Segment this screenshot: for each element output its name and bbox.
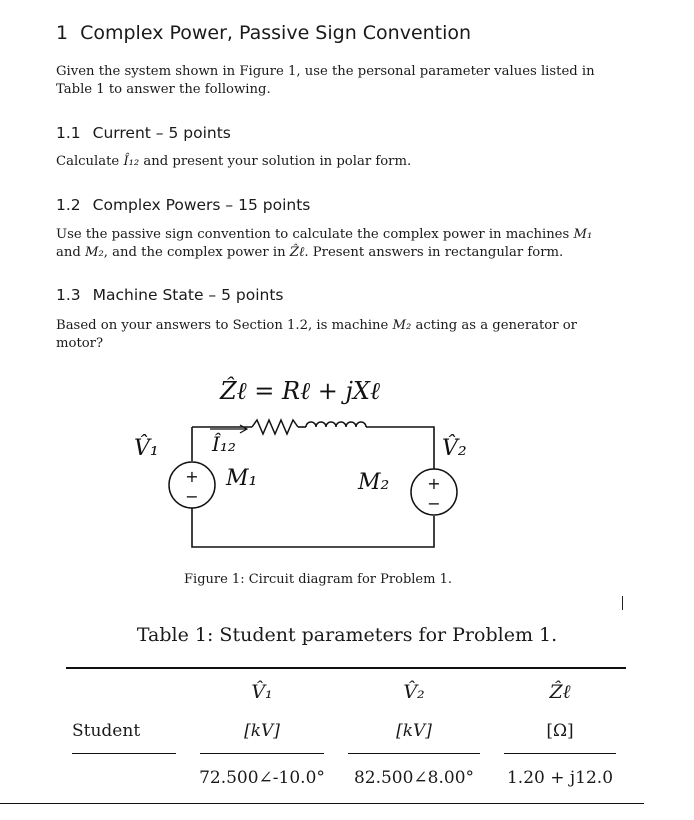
header-student: Student bbox=[72, 721, 141, 741]
section-heading bbox=[56, 22, 471, 44]
figure-caption: Figure 1: Circuit diagram for Problem 1. bbox=[184, 572, 452, 587]
column-rule bbox=[200, 753, 324, 754]
header-v1-unit: [kV] bbox=[244, 721, 280, 741]
text-cursor bbox=[622, 596, 623, 610]
plus-sign: + bbox=[185, 467, 199, 486]
subsection-title: Machine State – 5 points bbox=[92, 286, 284, 304]
m1-label: M₁ bbox=[226, 466, 258, 491]
current-paragraph bbox=[56, 153, 596, 171]
m2-label: M₂ bbox=[358, 470, 390, 495]
text: . Present answers in rectangular form. bbox=[304, 245, 564, 260]
machine-m2-symbol: M₂ bbox=[85, 245, 104, 260]
cell-v1: 72.500∠-10.0° bbox=[199, 768, 325, 788]
subsection-number: 1.2 bbox=[56, 196, 81, 214]
header-z-symbol: Ẑℓ bbox=[549, 681, 571, 703]
header-v1-symbol: V̂₁ bbox=[251, 681, 273, 703]
current-symbol: Î₁₂ bbox=[123, 154, 140, 169]
text: Calculate bbox=[56, 154, 124, 169]
minus-sign: − bbox=[427, 494, 441, 513]
text: acting as a generator or motor? bbox=[56, 318, 577, 351]
section-title: Complex Power, Passive Sign Convention bbox=[80, 22, 472, 44]
text: and bbox=[56, 245, 85, 260]
header-z-unit: [Ω] bbox=[546, 721, 574, 741]
v1-label: V̂₁ bbox=[134, 436, 159, 461]
page-bottom-rule bbox=[0, 803, 644, 804]
text: Use the passive sign convention to calculate the complex power in machines bbox=[56, 227, 574, 242]
header-v2-unit: [kV] bbox=[396, 721, 432, 741]
subsection-heading-current bbox=[56, 124, 231, 142]
column-rule bbox=[72, 753, 176, 754]
column-rule bbox=[504, 753, 616, 754]
header-v2-symbol: V̂₂ bbox=[403, 681, 425, 703]
column-rule bbox=[348, 753, 480, 754]
text: and present your solution in polar form. bbox=[139, 154, 412, 169]
subsection-title: Complex Powers – 15 points bbox=[92, 196, 311, 214]
wire-bottom bbox=[192, 508, 434, 547]
cell-z: 1.20 + j12.0 bbox=[506, 768, 614, 788]
wire-top-right bbox=[366, 427, 434, 469]
minus-sign: − bbox=[185, 487, 199, 506]
inductor bbox=[306, 422, 366, 427]
machine-state-paragraph bbox=[56, 317, 596, 353]
text: Based on your answers to Section 1.2, is machine bbox=[56, 318, 393, 333]
text: , and the complex power in bbox=[103, 245, 290, 260]
plus-sign: + bbox=[427, 474, 441, 493]
subsection-title: Current – 5 points bbox=[92, 124, 231, 142]
section-number: 1 bbox=[56, 22, 69, 44]
circuit-diagram bbox=[130, 365, 470, 557]
i12-label: Î₁₂ bbox=[212, 432, 236, 456]
impedance-equation: Ẑℓ = Rℓ + jXℓ bbox=[220, 377, 380, 405]
v2-label: V̂₂ bbox=[442, 436, 467, 461]
table-top-rule bbox=[66, 667, 626, 669]
impedance-symbol: Ẑℓ bbox=[289, 245, 305, 260]
machine-m2-symbol: M₂ bbox=[392, 318, 412, 333]
subsection-number: 1.3 bbox=[56, 286, 81, 304]
intro-paragraph: Given the system shown in Figure 1, use the personal parameter values listed in Table 1 to answer the following. bbox=[56, 64, 595, 97]
machine-m1-symbol: M₁ bbox=[573, 227, 593, 242]
subsection-number: 1.1 bbox=[56, 124, 81, 142]
resistor bbox=[252, 420, 298, 434]
subsection-heading-powers bbox=[56, 196, 310, 214]
table-caption: Table 1: Student parameters for Problem 1. bbox=[136, 624, 558, 646]
powers-paragraph bbox=[56, 226, 596, 262]
subsection-heading-machine-state bbox=[56, 286, 284, 304]
cell-v2: 82.500∠8.00° bbox=[353, 768, 475, 788]
